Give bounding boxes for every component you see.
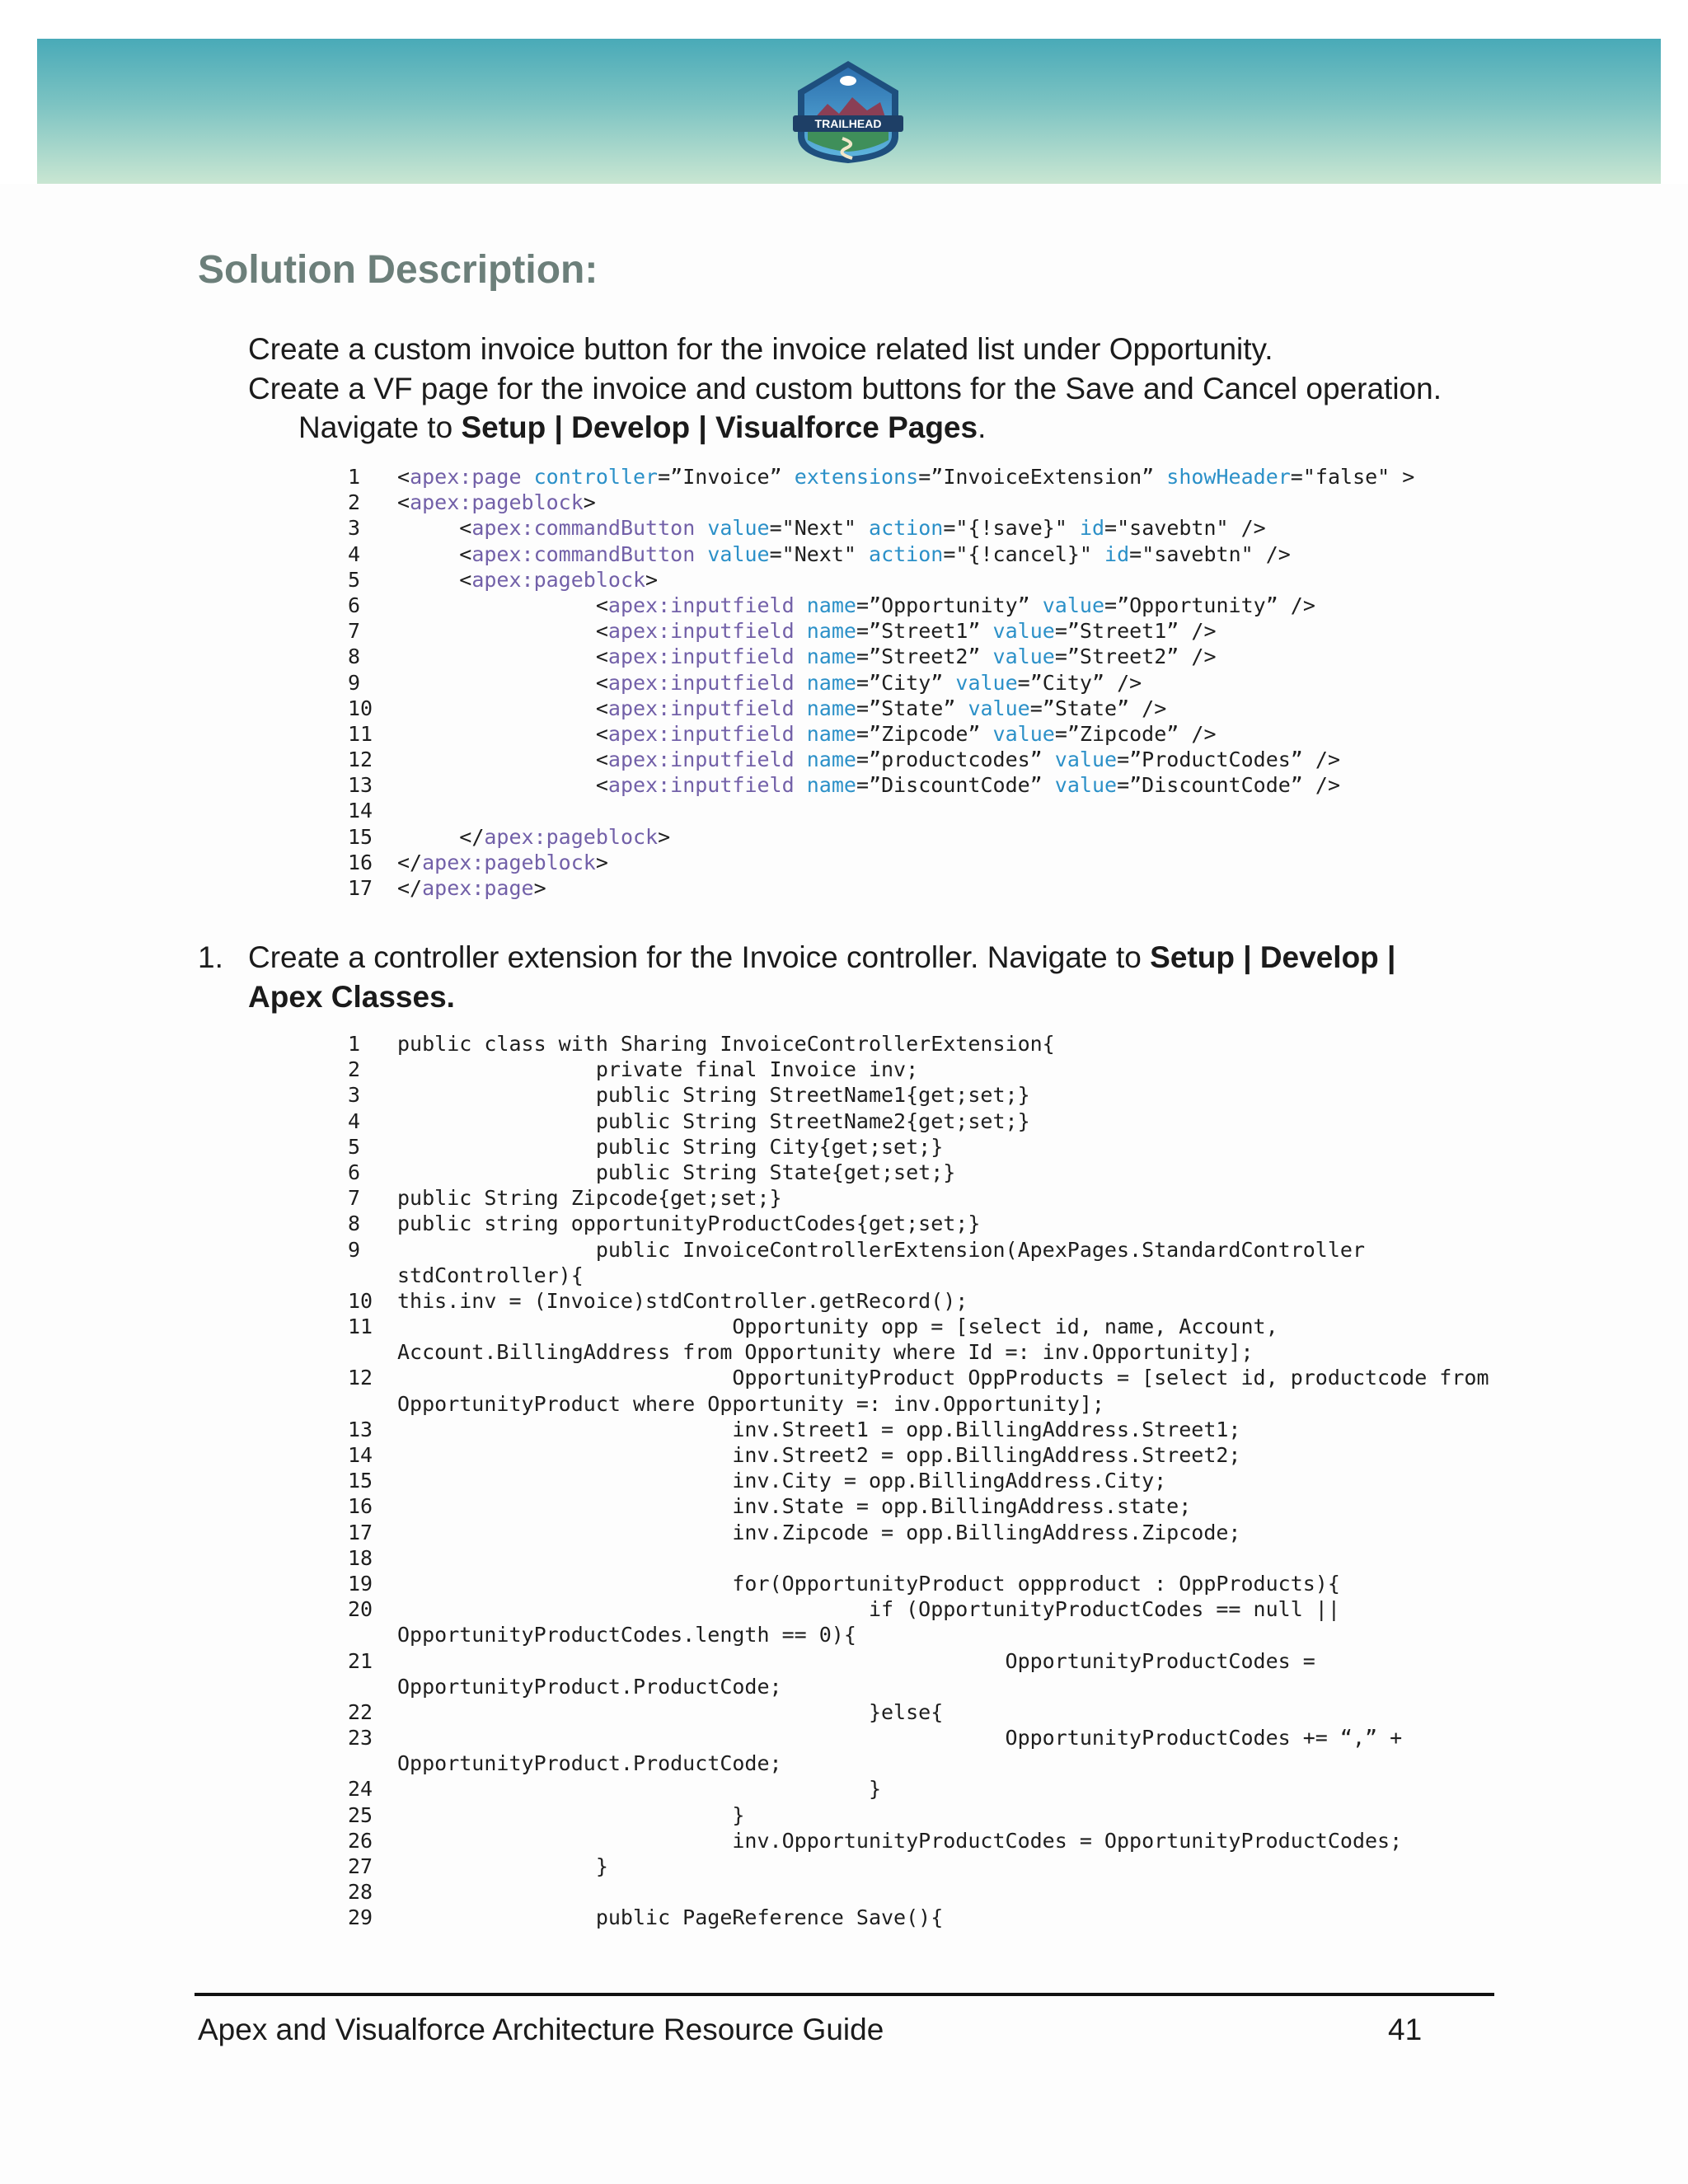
code-text: OpportunityProduct.ProductCode; <box>397 1751 782 1776</box>
code-text: <apex:inputfield name=”DiscountCode” value=”DiscountCode” /> <box>595 773 1340 798</box>
code-text: <apex:inputfield name=”productcodes” value=”ProductCodes” /> <box>595 748 1340 772</box>
code-text: } <box>397 1854 608 1878</box>
line-number: 8 <box>348 1212 361 1236</box>
code-text: public InvoiceControllerExtension(ApexPages.StandardController <box>397 1237 1365 1262</box>
code-text: <apex:pageblock> <box>459 567 659 592</box>
line-number: 27 <box>348 1854 373 1878</box>
line-number: 11 <box>348 721 373 746</box>
page-number: 41 <box>1388 2013 1423 2046</box>
code-text: inv.Street2 = opp.BillingAddress.Street2; <box>397 1443 1241 1467</box>
code-text: <apex:page controller=”Invoice” extensions=”InvoiceExtension” showHeader="false" > <box>397 465 1415 489</box>
code-text: inv.State = opp.BillingAddress.state; <box>397 1494 1192 1519</box>
code-text: </apex:pageblock> <box>459 824 671 849</box>
line-number: 16 <box>348 1494 373 1519</box>
line-number: 15 <box>348 1469 373 1493</box>
line-number: 6 <box>348 1160 361 1184</box>
code-text: </apex:page> <box>397 876 546 900</box>
line-number: 5 <box>348 567 361 592</box>
line-number: 9 <box>348 1237 361 1262</box>
intro-line-3-prefix: Navigate to <box>298 410 462 444</box>
line-number: 7 <box>348 1186 361 1211</box>
line-number: 17 <box>348 1520 373 1544</box>
code-text: OpportunityProduct OppProducts = [select id, productcode from <box>397 1366 1489 1390</box>
code-text: inv.Street1 = opp.BillingAddress.Street1; <box>397 1417 1241 1441</box>
code-text: stdController){ <box>397 1263 584 1287</box>
code-text: <apex:pageblock> <box>397 490 596 515</box>
line-number: 20 <box>348 1597 373 1622</box>
code-text: OpportunityProduct.ProductCode; <box>397 1674 782 1699</box>
line-number: 6 <box>348 593 361 617</box>
code-text: <apex:inputfield name=”State” value=”State” /> <box>595 696 1167 720</box>
line-number: 2 <box>348 490 361 515</box>
code-text: Opportunity opp = [select id, name, Account, <box>397 1315 1278 1339</box>
line-number: 22 <box>348 1699 373 1724</box>
code-text: <apex:inputfield name=”Street1” value=”Street1” /> <box>595 619 1217 644</box>
line-number: 26 <box>348 1828 373 1853</box>
step-1-text: Create a controller extension for the Invoice controller. Navigate to <box>248 940 1151 974</box>
line-number: 1 <box>348 465 361 489</box>
line-number: 1 <box>348 1032 361 1056</box>
intro-line-1: Create a custom invoice button for the invoice related list under Opportunity. <box>248 332 1273 366</box>
line-number: 15 <box>348 824 373 849</box>
code-text: public String City{get;set;} <box>397 1134 944 1159</box>
code-text: <apex:commandButton value="Next" action="{!save}" id="savebtn" /> <box>459 516 1266 541</box>
code-text: <apex:inputfield name=”Opportunity” value=”Opportunity” /> <box>595 593 1315 617</box>
code-text: inv.City = opp.BillingAddress.City; <box>397 1469 1167 1493</box>
line-number: 12 <box>348 748 373 772</box>
code-text: OpportunityProduct where Opportunity =: inv.Opportunity]; <box>397 1391 1104 1416</box>
code-text: public String Zipcode{get;set;} <box>397 1186 782 1211</box>
line-number: 12 <box>348 1366 373 1390</box>
code-text: }else{ <box>397 1699 944 1724</box>
code-text: } <box>397 1777 881 1802</box>
code-text: this.inv = (Invoice)stdController.getRecord(); <box>397 1288 968 1313</box>
line-number: 7 <box>348 619 361 644</box>
line-number: 17 <box>348 876 373 900</box>
line-number: 3 <box>348 516 361 541</box>
line-number: 14 <box>348 799 373 823</box>
code-text: public String State{get;set;} <box>397 1160 956 1184</box>
line-number: 14 <box>348 1443 373 1467</box>
intro-line-3-suffix: . <box>978 410 987 444</box>
line-number: 25 <box>348 1802 373 1827</box>
step-1-nav-path-cont: Apex Classes. <box>248 980 455 1014</box>
line-number: 2 <box>348 1057 361 1082</box>
line-number: 4 <box>348 541 361 566</box>
code-text: <apex:inputfield name=”Street2” value=”Street2” /> <box>595 644 1217 669</box>
code-text: <apex:commandButton value="Next" action="{!cancel}" id="savebtn" /> <box>459 541 1291 566</box>
code-text: <apex:inputfield name=”City” value=”City” /> <box>595 670 1142 695</box>
logo-text: TRAILHEAD <box>814 117 882 130</box>
line-number: 13 <box>348 1417 373 1441</box>
line-number: 5 <box>348 1134 361 1159</box>
code-text: public string opportunityProductCodes{get;set;} <box>397 1212 981 1236</box>
line-number: 11 <box>348 1315 373 1339</box>
line-number: 8 <box>348 644 361 669</box>
footer-divider <box>195 1993 1494 1996</box>
intro-line-3 <box>298 408 986 448</box>
line-number: 13 <box>348 773 373 798</box>
code-text: inv.OpportunityProductCodes = OpportunityProductCodes; <box>397 1828 1403 1853</box>
line-number: 18 <box>348 1545 373 1570</box>
code-text: OpportunityProductCodes.length == 0){ <box>397 1623 856 1647</box>
step-1-line-1 <box>248 938 1395 977</box>
code-text: <apex:inputfield name=”Zipcode” value=”Zipcode” /> <box>595 721 1217 746</box>
code-text: public String StreetName1{get;set;} <box>397 1083 1030 1108</box>
intro-nav-path: Setup | Develop | Visualforce Pages <box>461 410 978 444</box>
step-1-nav-path: Setup | Develop | <box>1150 940 1396 974</box>
code-text: OpportunityProductCodes += “,” + <box>397 1726 1403 1750</box>
page-title: Solution Description: <box>198 248 598 292</box>
code-text: Account.BillingAddress from Opportunity where Id =: inv.Opportunity]; <box>397 1340 1254 1365</box>
trailhead-logo <box>788 58 908 165</box>
step-1-line-2 <box>248 977 455 1017</box>
code-text: for(OpportunityProduct oppproduct : OppProducts){ <box>397 1571 1340 1596</box>
line-number: 21 <box>348 1648 373 1673</box>
line-number: 23 <box>348 1726 373 1750</box>
step-1-marker: 1. <box>198 940 223 974</box>
line-number: 3 <box>348 1083 361 1108</box>
line-number: 4 <box>348 1108 361 1133</box>
code-text: public class with Sharing InvoiceControllerExtension{ <box>397 1032 1055 1056</box>
code-text: OpportunityProductCodes = <box>397 1648 1315 1673</box>
line-number: 19 <box>348 1571 373 1596</box>
code-text: public PageReference Save(){ <box>397 1905 944 1930</box>
intro-line-2: Create a VF page for the invoice and custom buttons for the Save and Cancel operation. <box>248 372 1442 405</box>
line-number: 10 <box>348 1288 373 1313</box>
line-number: 9 <box>348 670 361 695</box>
code-text: } <box>397 1802 745 1827</box>
code-text: private final Invoice inv; <box>397 1057 919 1082</box>
code-text: </apex:pageblock> <box>397 850 608 874</box>
line-number: 16 <box>348 850 373 874</box>
line-number: 28 <box>348 1880 373 1905</box>
line-number: 29 <box>348 1905 373 1930</box>
code-text: public String StreetName2{get;set;} <box>397 1108 1030 1133</box>
code-text: inv.Zipcode = opp.BillingAddress.Zipcode; <box>397 1520 1241 1544</box>
footer-title: Apex and Visualforce Architecture Resource Guide <box>198 2013 884 2046</box>
code-text: if (OpportunityProductCodes == null || <box>397 1597 1340 1622</box>
line-number: 24 <box>348 1777 373 1802</box>
line-number: 10 <box>348 696 373 720</box>
